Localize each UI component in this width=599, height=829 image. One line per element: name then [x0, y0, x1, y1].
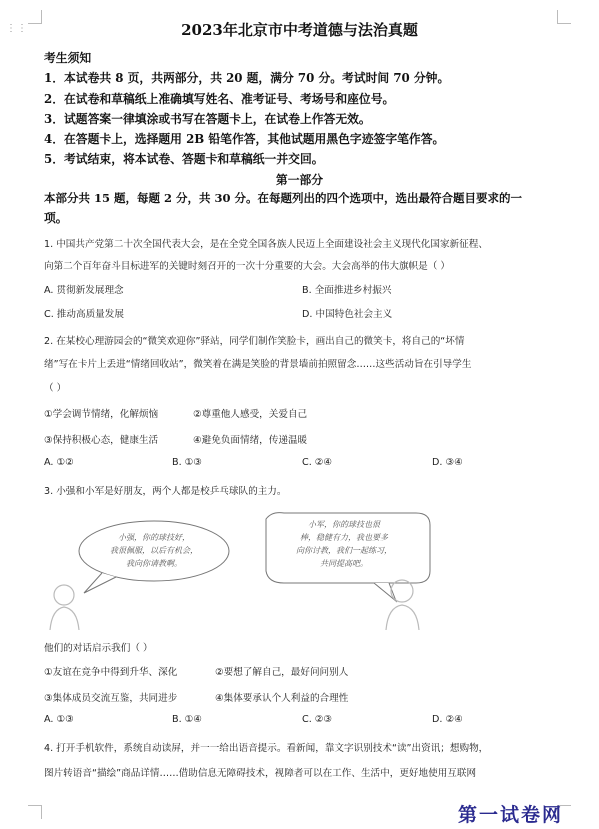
q3-statement: ②要想了解自己，最好问问别人 — [215, 667, 349, 678]
q2-statement: ④避免负面情绪，传递温暖 — [193, 435, 308, 446]
q1-option-a[interactable]: A. 贯彻新发展理念 — [44, 285, 124, 296]
q3-statement: ③集体成员交流互鉴，共同进步 — [44, 693, 178, 704]
q3-stem: 3. 小强和小军是好朋友，两个人都是校乒乓球队的主力。 — [44, 486, 287, 497]
q2-option-a[interactable]: A. ①② — [44, 457, 74, 468]
notice-item: 4．在答题卡上，选择题用 2B 铅笔作答，其他试题用黑色字迹签字笔作答。 — [44, 132, 445, 146]
bubble-right-line: 小军，你的球技也很 — [308, 520, 380, 529]
q4-stem: 4. 打开手机软件，系统自动读屏，并一一给出语音提示。看新闻，靠文字识别技术“读”出资讯；想购物， — [44, 743, 489, 754]
bubble-left-line: 小强，你的球技好， — [118, 533, 190, 542]
bubble-right-line: 棒，稳健有力，我也要多 — [300, 533, 388, 542]
student-figure-right — [386, 580, 419, 630]
bubble-right-line: 共同提高吧。 — [320, 559, 368, 568]
part-one-intro-cont: 项。 — [44, 211, 68, 225]
q2-blank: （ ） — [44, 383, 67, 394]
q2-stem-cont: 绪”写在卡片上丢进“情绪回收站”，微笑着在满是笑脸的背景墙前拍照留念……这些活动旨在引导学生 — [44, 359, 472, 370]
q2-option-b[interactable]: B. ①③ — [172, 457, 202, 468]
site-watermark: 第一试卷网 — [457, 804, 563, 826]
dialogue-cartoon — [44, 505, 564, 630]
q2-statement: ①学会调节情绪，化解烦恼 — [44, 409, 159, 420]
q3-option-c[interactable]: C. ②③ — [302, 714, 332, 725]
bubble-left-line: 我很佩服，以后有机会， — [110, 546, 198, 555]
q1-option-d[interactable]: D. 中国特色社会主义 — [302, 309, 393, 320]
page-title: 2023年北京市中考道德与法治真题 — [181, 21, 418, 39]
q1-option-c[interactable]: C. 推动高质量发展 — [44, 309, 124, 320]
q3-prompt: 他们的对话启示我们（ ） — [44, 643, 153, 654]
q2-option-c[interactable]: C. ②④ — [302, 457, 332, 468]
part-one-title: 第一部分 — [275, 173, 324, 187]
bubble-left-line: 我向你请教啊。 — [126, 559, 182, 568]
q1-stem: 1. 中国共产党第二十次全国代表大会，是在全党全国各族人民迈上全面建设社会主义现代化国家新征程、 — [44, 239, 488, 250]
q3-option-a[interactable]: A. ①③ — [44, 714, 74, 725]
q2-option-d[interactable]: D. ③④ — [432, 457, 463, 468]
bubble-right-line: 向你讨教，我们一起练习， — [296, 546, 392, 555]
student-figure-left — [50, 585, 79, 630]
q3-option-d[interactable]: D. ②④ — [432, 714, 463, 725]
drag-handle-icon[interactable]: ⋮⋮ — [6, 23, 28, 34]
q4-stem-cont: 图片转语音“描绘”商品详情……借助信息无障碍技术，视障者可以在工作、生活中，更好地使用互联网 — [44, 768, 477, 779]
q1-option-b[interactable]: B. 全面推进乡村振兴 — [302, 285, 392, 296]
q3-statement: ④集体要承认个人利益的合理性 — [215, 693, 349, 704]
notice-item: 5．考试结束，将本试卷、答题卡和草稿纸一并交回。 — [44, 152, 324, 166]
notice-item: 3．试题答案一律填涂或书写在答题卡上，在试卷上作答无效。 — [44, 112, 371, 126]
notice-item: 1．本试卷共 8 页，共两部分，共 20 题，满分 70 分。考试时间 70 分钟。 — [44, 71, 450, 85]
q2-statement: ②尊重他人感受，关爱自己 — [193, 409, 308, 420]
q2-statement: ③保持积极心态，健康生活 — [44, 435, 159, 446]
q3-statement: ①友谊在竞争中得到升华、深化 — [44, 667, 178, 678]
q3-option-b[interactable]: B. ①④ — [172, 714, 202, 725]
q2-stem: 2. 在某校心理游园会的“微笑欢迎你”驿站，同学们制作笑脸卡，画出自己的微笑卡，将自己的“坏情 — [44, 336, 465, 347]
notice-heading: 考生须知 — [44, 51, 92, 65]
q1-stem-cont: 向第二个百年奋斗目标进军的关键时刻召开的一次十分重要的大会。大会高举的伟大旗帜是（ ） — [44, 261, 450, 272]
part-one-intro: 本部分共 15 题，每题 2 分，共 30 分。在每题列出的四个选项中，选出最符合题目要求的一 — [44, 191, 523, 205]
notice-item: 2．在试卷和草稿纸上准确填写姓名、准考证号、考场号和座位号。 — [44, 92, 395, 106]
crop-mark-bottom-left — [28, 805, 42, 819]
